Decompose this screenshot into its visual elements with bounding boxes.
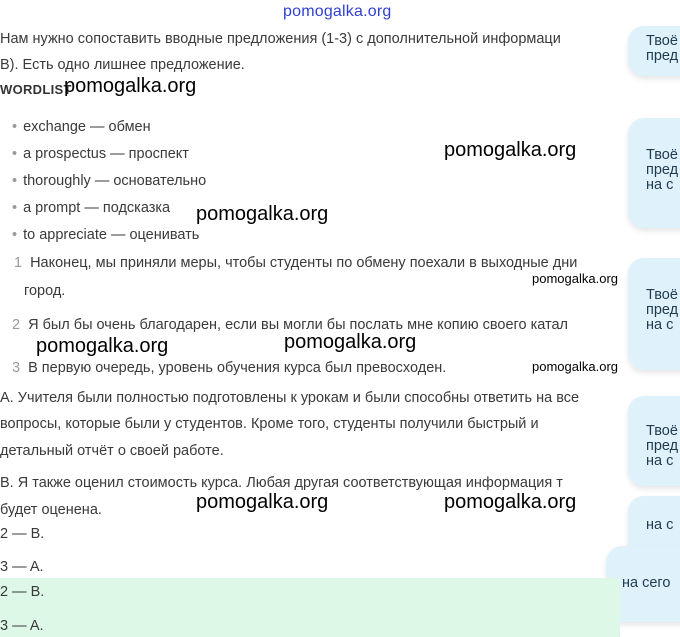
chat-bubble-line: на сего [622, 575, 671, 591]
wordlist-text: a prospectus — проспект [23, 146, 189, 162]
chat-bubble-1[interactable] [628, 26, 680, 76]
chat-bubble-3[interactable] [628, 258, 680, 370]
chat-bubble-line: пред [646, 438, 679, 454]
bullet-icon: • [12, 146, 18, 162]
bullet-icon: • [12, 173, 18, 189]
sentence-text: Наконец, мы приняли меры, чтобы студенты по обмену поехали в выходные дни [30, 255, 578, 271]
option-a-line-1: A. Учителя были полностью подготовлены к урокам и были способны ответить на все [0, 390, 580, 406]
sentence-1 [14, 255, 577, 271]
wordlist-text: thoroughly — основательно [23, 173, 207, 189]
chat-bubble-line: пред [646, 48, 679, 64]
wordlist-item [12, 200, 170, 216]
sentence-1-continued: город. [24, 283, 66, 299]
chat-bubble-4[interactable] [628, 396, 680, 486]
answer-line-1: 2 — B. [0, 584, 45, 600]
bullet-icon: • [12, 119, 18, 135]
wordlist-item [12, 146, 189, 162]
watermark: pomogalka.org [444, 139, 577, 161]
watermark-top: pomogalka.org [283, 3, 392, 20]
chat-bubble-line: на с [646, 517, 674, 533]
chat-bubble-line: Твоё [646, 287, 678, 303]
intro-line-1: Нам нужно сопоставить вводные предложения (1-3) с дополнительной информаци [0, 31, 561, 47]
bullet-icon: • [12, 227, 18, 243]
wordlist-item [12, 173, 206, 189]
wordlist-text: to appreciate — оценивать [23, 227, 200, 243]
sentence-number: 2 [12, 317, 21, 333]
watermark: pomogalka.org [532, 359, 618, 374]
watermark: pomogalka.org [36, 335, 169, 357]
watermark: pomogalka.org [196, 203, 329, 225]
sentence-text: В первую очередь, уровень обучения курса был превосходен. [28, 360, 447, 376]
wordlist-text: exchange — обмен [23, 119, 151, 135]
option-b-line-1: B. Я также оценил стоимость курса. Любая другая соответствующая информация т [0, 475, 563, 491]
sentence-3 [12, 360, 446, 376]
watermark: pomogalka.org [196, 491, 329, 513]
intro-line-2: B). Есть одно лишнее предложение. [0, 57, 245, 73]
chat-bubble-line: на с [646, 453, 674, 469]
option-a-line-2: вопросы, которые были у студентов. Кроме того, студенты получили быстрый и [0, 416, 539, 432]
option-b-line-2: будет оценена. [0, 502, 102, 518]
chat-bubble-line: Твоё [646, 33, 678, 49]
match-1: 2 — B. [0, 526, 45, 542]
wordlist-item [12, 119, 151, 135]
chat-bubble-line: на с [646, 177, 674, 193]
watermark: pomogalka.org [444, 491, 577, 513]
watermark: pomogalka.org [284, 331, 417, 353]
chat-bubble-2[interactable] [628, 118, 680, 228]
wordlist-item [12, 227, 199, 243]
sentence-number: 3 [12, 360, 21, 376]
chat-bubble-line: Твоё [646, 423, 678, 439]
chat-bubble-line: на с [646, 317, 674, 333]
match-2: 3 — A. [0, 559, 44, 575]
answer-line-2: 3 — A. [0, 618, 44, 634]
watermark: pomogalka.org [64, 75, 197, 97]
answer-block [0, 578, 620, 637]
sentence-number: 1 [14, 255, 23, 271]
watermark: pomogalka.org [532, 271, 618, 286]
bullet-icon: • [12, 200, 18, 216]
chat-bubble-line: Твоё [646, 147, 678, 163]
wordlist-heading: WORDLIST [0, 82, 72, 97]
sentence-text: Я был бы очень благодарен, если вы могли бы послать мне копию своего катал [28, 317, 569, 333]
chat-bubble-line: пред [646, 302, 679, 318]
chat-bubble-line: пред [646, 162, 679, 178]
option-a-line-3: детальный отчёт о своей работе. [0, 443, 224, 459]
wordlist-text: a prompt — подсказка [23, 200, 171, 216]
